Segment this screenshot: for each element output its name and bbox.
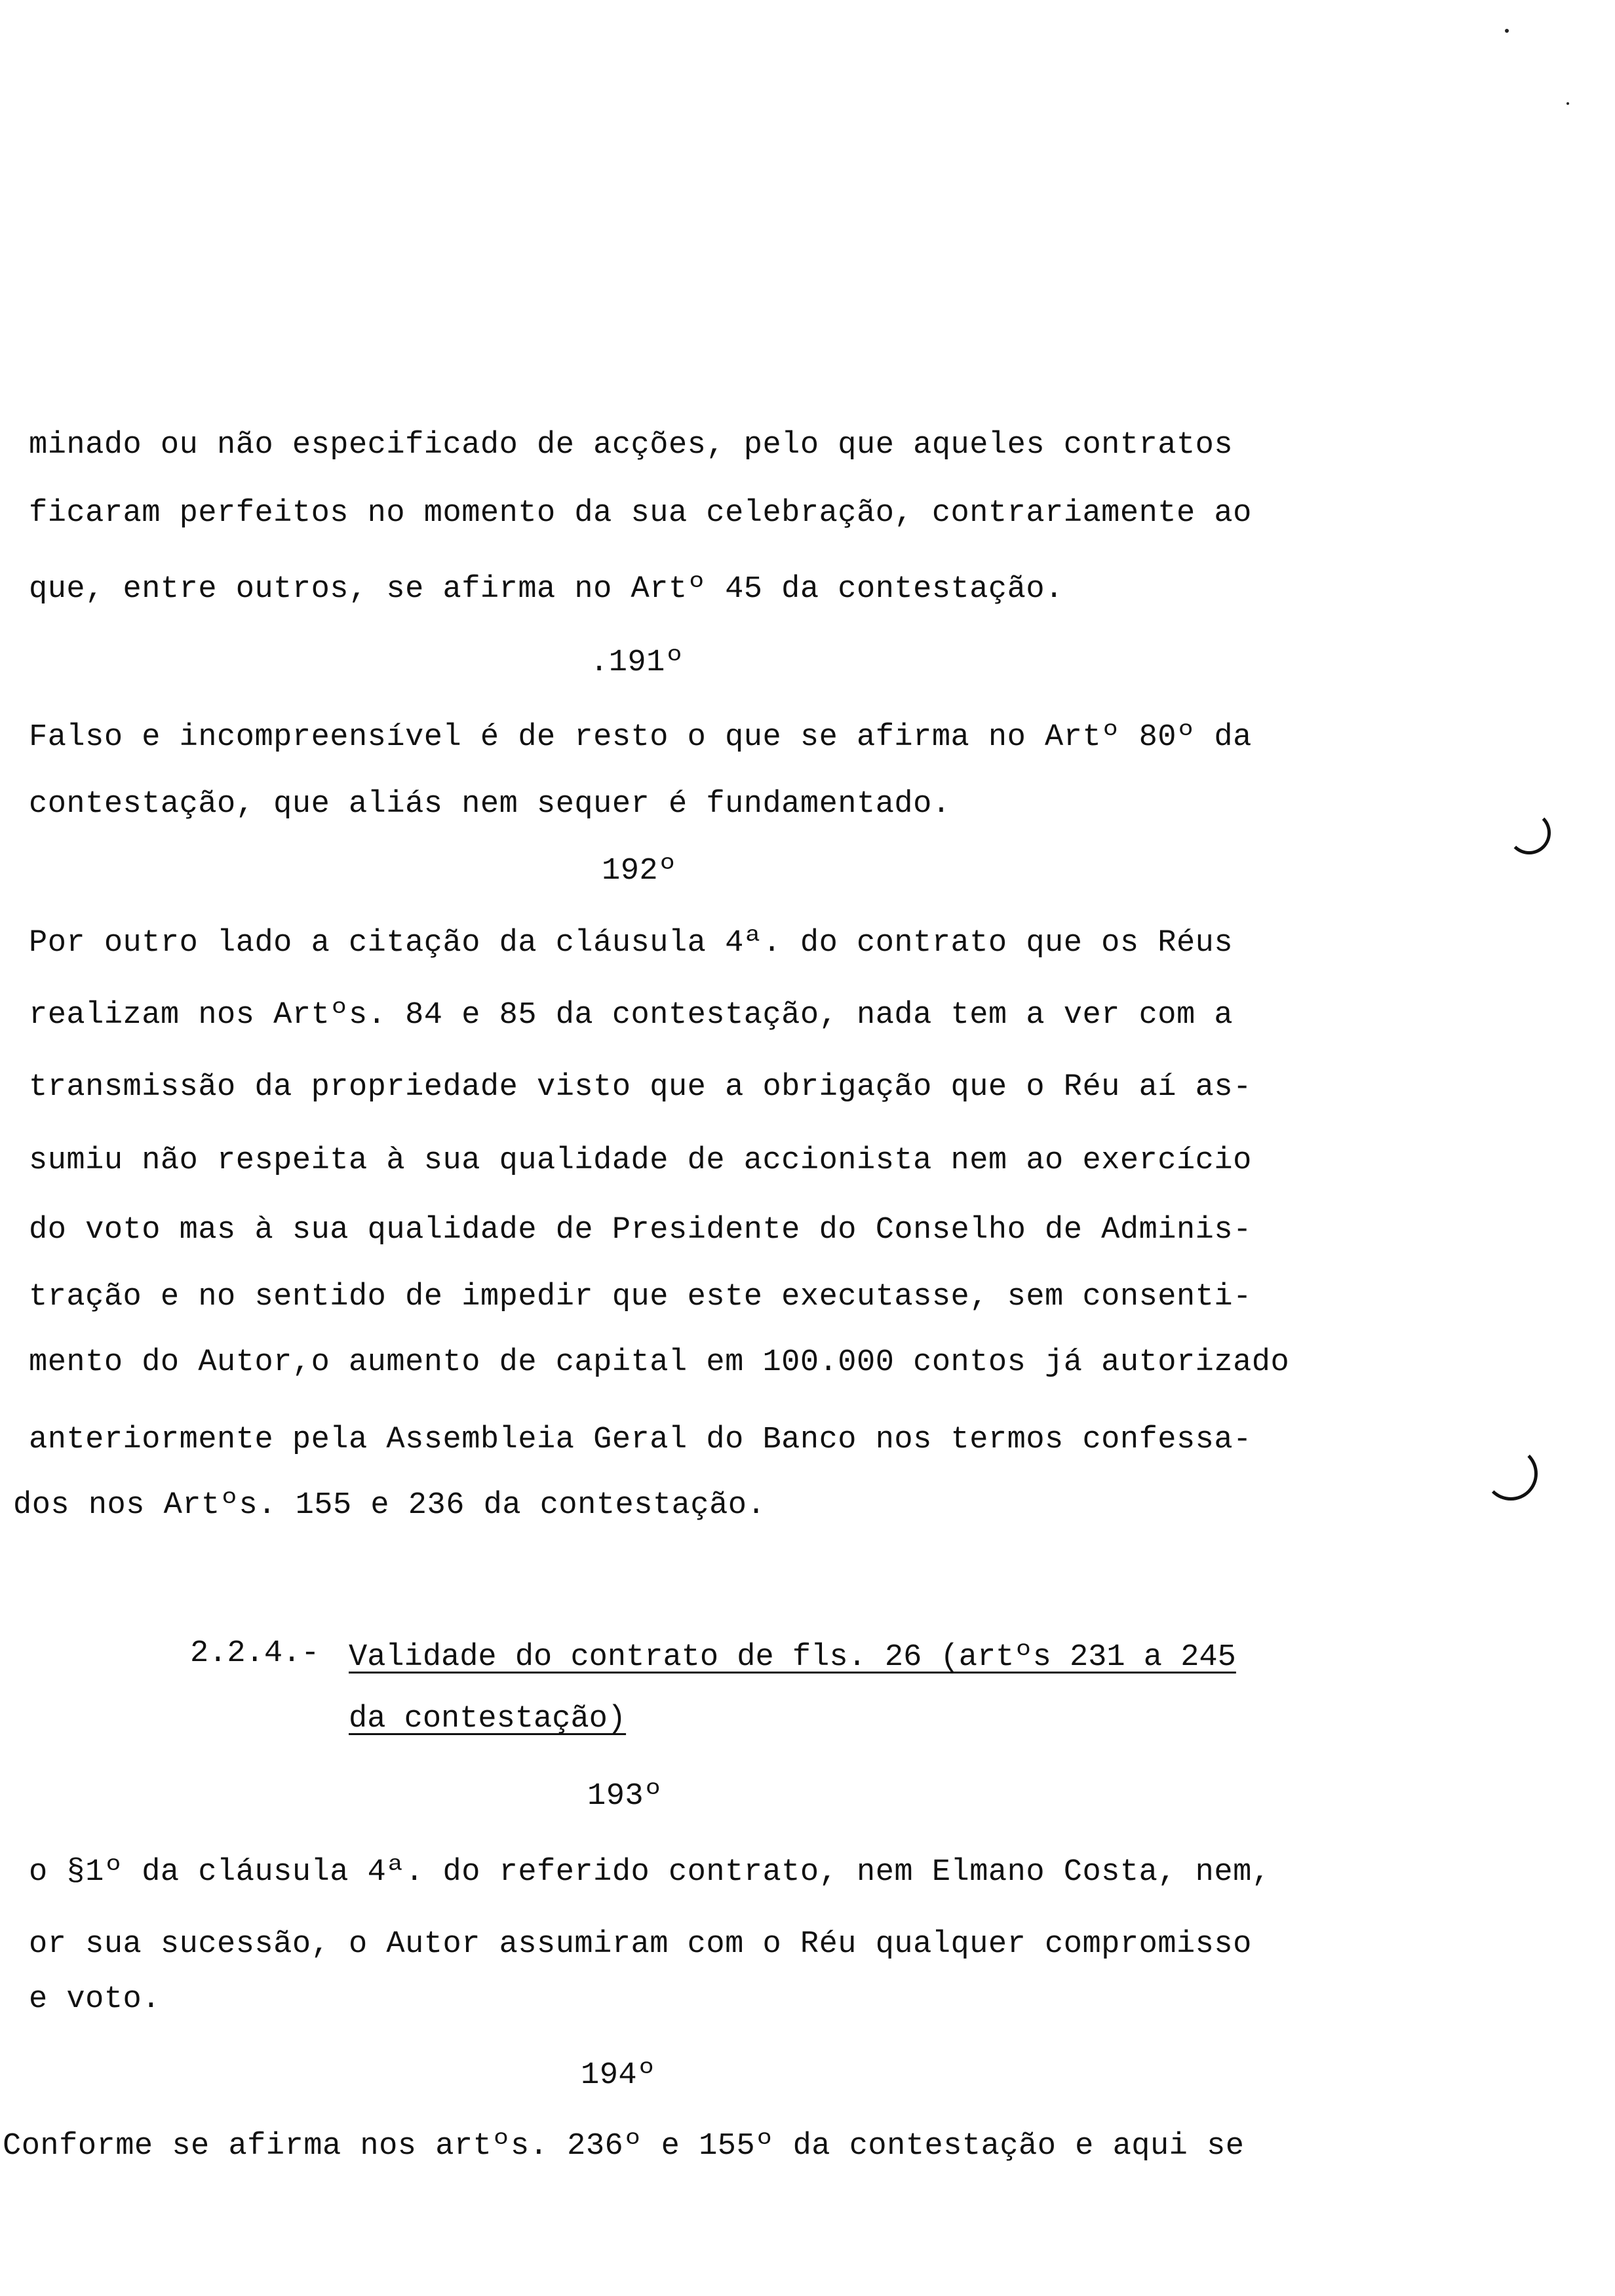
text-line: Conforme se afirma nos artºs. 236º e 155º da contestação e aqui se <box>3 2129 1245 2164</box>
text-line: sumiu não respeita à sua qualidade de accionista nem ao exercício <box>29 1143 1252 1178</box>
text-line: do voto mas à sua qualidade de Presidente do Conselho de Adminis- <box>29 1213 1252 1248</box>
text-line: o §1º da cláusula 4ª. do referido contrato, nem Elmano Costa, nem, <box>29 1855 1271 1890</box>
punch-hole-mark <box>1508 811 1551 854</box>
text-line: que, entre outros, se afirma no Artº 45 da contestação. <box>29 572 1064 607</box>
text-line: tração e no sentido de impedir que este executasse, sem consenti- <box>29 1280 1252 1314</box>
punch-hole-mark <box>1484 1447 1538 1501</box>
text-line: dos nos Artºs. 155 e 236 da contestação. <box>13 1488 766 1523</box>
text-line: or sua sucessão, o Autor assumiram com o Réu qualquer compromisso <box>29 1927 1252 1962</box>
text-line: e voto. <box>29 1982 161 2017</box>
text-line: Por outro lado a citação da cláusula 4ª. do contrato que os Réus <box>29 926 1234 961</box>
text-line: ficaram perfeitos no momento da sua celebração, contrariamente ao <box>29 496 1252 531</box>
scan-speck <box>1505 29 1509 33</box>
text-line: minado ou não especificado de acções, pelo que aqueles contratos <box>29 428 1234 463</box>
section-title-continued: da contestação) <box>349 1702 627 1736</box>
text-line: contestação, que aliás nem sequer é fundamentado. <box>29 787 951 822</box>
article-number: .191º <box>590 645 684 680</box>
article-number: 192º <box>602 854 677 889</box>
article-number: 194º <box>581 2058 656 2093</box>
section-number: 2.2.4.- <box>190 1636 320 1671</box>
text-line: Falso e incompreensível é de resto o que se afirma no Artº 80º da <box>29 720 1252 755</box>
text-line: anteriormente pela Assembleia Geral do Banco nos termos confessa- <box>29 1423 1252 1457</box>
text-line: mento do Autor,o aumento de capital em 100.000 contos já autorizado <box>29 1345 1290 1380</box>
article-number: 193º <box>587 1779 663 1814</box>
text-line: transmissão da propriedade visto que a obrigação que o Réu aí as- <box>29 1070 1252 1105</box>
section-title: Validade do contrato de fls. 26 (artºs 231 a 245 <box>349 1640 1236 1675</box>
text-line: realizam nos Artºs. 84 e 85 da contestação, nada tem a ver com a <box>29 998 1234 1033</box>
scan-speck <box>1566 102 1569 105</box>
